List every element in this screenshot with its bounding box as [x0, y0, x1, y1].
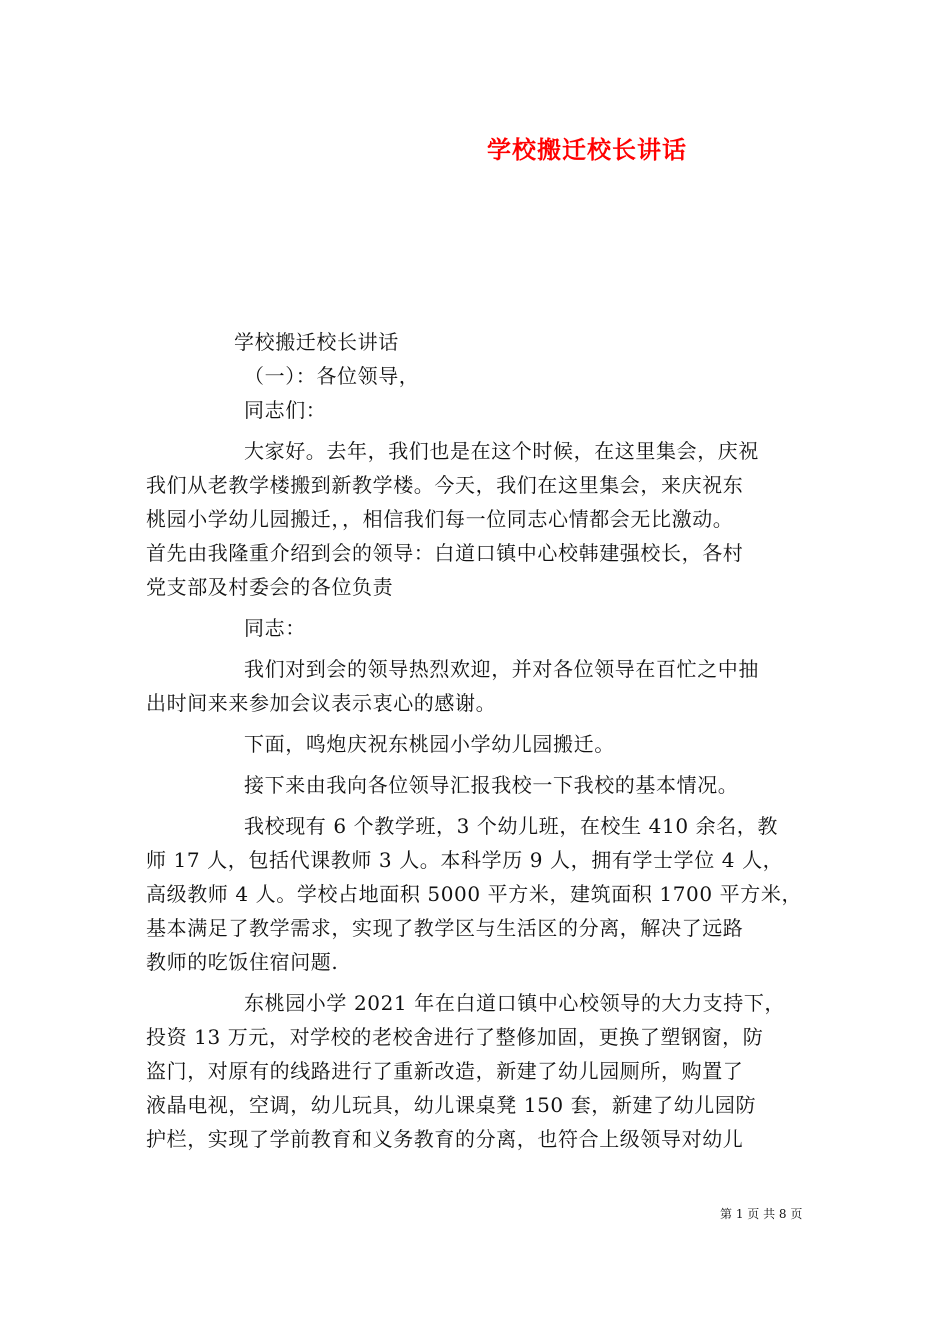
- paragraph-line: 东桃园小学 2021 年在白道口镇中心校领导的大力支持下，: [244, 991, 786, 1015]
- paragraph-line: 教师的吃饭住宿问题.: [146, 950, 339, 974]
- paragraph-line: 基本满足了教学需求，实现了教学区与生活区的分离，解决了远路: [146, 916, 744, 940]
- paragraph-renovation: [146, 986, 808, 1156]
- paragraph-line: 我们从老教学楼搬到新教学楼。今天，我们在这里集会，来庆祝东: [146, 473, 744, 497]
- subtitle: 学校搬迁校长讲话: [234, 330, 399, 354]
- document-body: [146, 325, 808, 1156]
- paragraph-line: 出时间来来参加会议表示衷心的感谢。: [146, 691, 497, 715]
- paragraph-firecrackers: 下面，鸣炮庆祝东桃园小学幼儿园搬迁。: [244, 732, 615, 756]
- greeting-leaders: （一）：各位领导，: [244, 364, 420, 388]
- paragraph-line: 我校现有 6 个教学班，3 个幼儿班，在校生 410 余名，教: [244, 814, 779, 838]
- paragraph-report-intro: 接下来由我向各位领导汇报我校一下我校的基本情况。: [244, 773, 739, 797]
- paragraph-line: 护栏，实现了学前教育和义务教育的分离，也符合上级领导对幼儿: [146, 1127, 744, 1151]
- paragraph-line: 党支部及村委会的各位负责: [146, 575, 394, 599]
- paragraph-opening: [146, 434, 808, 604]
- paragraph-line: 高级教师 4 人。学校占地面积 5000 平方米，建筑面积 1700 平方米，: [146, 882, 803, 906]
- paragraph-line: 师 17 人，包括代课教师 3 人。本科学历 9 人，拥有学士学位 4 人，: [146, 848, 784, 872]
- paragraph-welcome: [146, 652, 808, 720]
- paragraph-line: 投资 13 万元，对学校的老校舍进行了整修加固，更换了塑钢窗，防: [146, 1025, 764, 1049]
- paragraph-line: 桃园小学幼儿园搬迁，，相信我们每一位同志心情都会无比激动。: [146, 507, 734, 531]
- paragraph-line: 盗门，对原有的线路进行了重新改造，新建了幼儿园厕所，购置了: [146, 1059, 744, 1083]
- paragraph-line: 液晶电视，空调，幼儿玩具，幼儿课桌凳 150 套，新建了幼儿园防: [146, 1093, 757, 1117]
- paragraph-school-stats: [146, 809, 808, 979]
- paragraph-line: 大家好。去年，我们也是在这个时候，在这里集会，庆祝: [244, 439, 759, 463]
- page-number: 第 1 页 共 8 页: [720, 1207, 803, 1221]
- greeting-comrade: 同志：: [244, 616, 306, 640]
- paragraph-line: 首先由我隆重介绍到会的领导：白道口镇中心校韩建强校长，各村: [146, 541, 744, 565]
- document-title: 学校搬迁校长讲话: [487, 135, 687, 164]
- greeting-comrades: 同志们：: [244, 398, 327, 422]
- paragraph-line: 我们对到会的领导热烈欢迎，并对各位领导在百忙之中抽: [244, 657, 759, 681]
